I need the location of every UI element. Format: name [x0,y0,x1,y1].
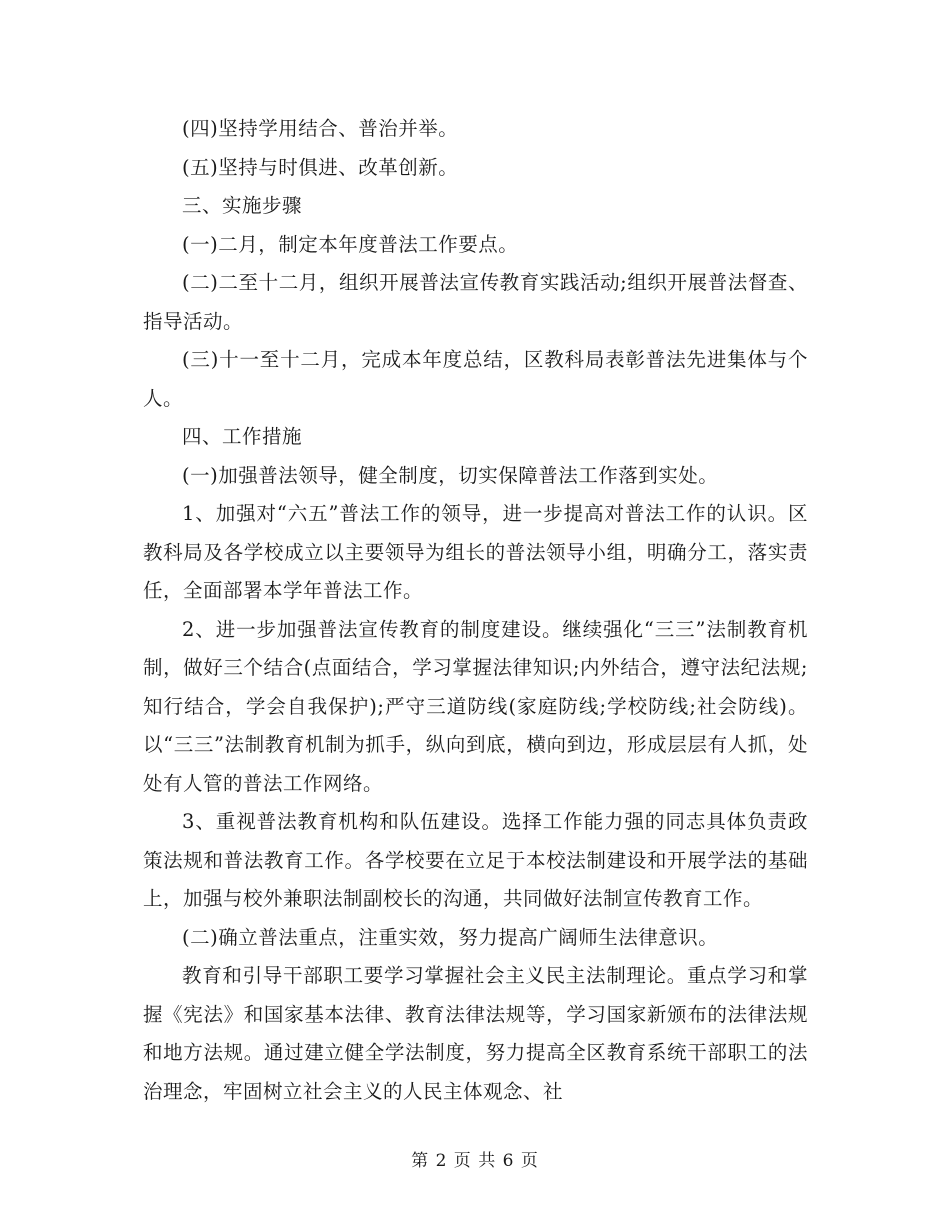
paragraph: (一)加强普法领导，健全制度，切实保障普法工作落到实处。 [182,463,719,487]
paragraph: (四)坚持学用结合、普治并举。 [182,117,459,140]
paragraph: (一)二月，制定本年度普法工作要点。 [182,232,519,256]
paragraph: (二)二至十二月，组织开展普法宣传教育实践活动;组织开展普法督查、指导活动。 [143,271,808,333]
paragraph: 1、加强对“六五”普法工作的领导，进一步提高对普法工作的认识。区教科局及各学校成立以主要领导为组长的普法领导小组，明确分工，落实责任，全面部署本学年普法工作。 [143,502,808,602]
page-number-footer: 第 2 页 共 6 页 [411,1151,539,1171]
paragraph: 3、重视普法教育机构和队伍建设。选择工作能力强的同志具体负责政策法规和普法教育工作。各学校要在立足于本校法制建设和开展学法的基础上，加强与校外兼职法制副校长的沟通，共同做好法制宣传教育工作。 [143,810,808,910]
paragraph: (三)十一至十二月，完成本年度总结，区教科局表彰普法先进集体与个人。 [143,348,808,410]
section-heading: 四、工作措施 [182,425,303,448]
paragraph: 2、进一步加强普法宣传教育的制度建设。继续强化“三三”法制教育机制，做好三个结合(点面结合，学习掌握法律知识;内外结合，遵守法纪法规;知行结合，学会自我保护);严守三道防线(家庭防线;学校防线;社会防线)。以“三三”法制教育机制为抓手，纵向到底，横向到边，形成层层有人抓，处处有人管的普法工作网络。 [143,617,808,795]
paragraph: 教育和引导干部职工要学习掌握社会主义民主法制理论。重点学习和掌握《宪法》和国家基本法律、教育法律法规等，学习国家新颁布的法律法规和地方法规。通过建立健全学法制度，努力提高全区教育系统干部职工的法治理念，牢固树立社会主义的人民主体观念、社 [143,964,808,1103]
section-heading: 三、实施步骤 [182,194,303,217]
paragraph: (五)坚持与时俱进、改革创新。 [182,155,459,179]
document-body [143,110,808,1111]
paragraph: (二)确立普法重点，注重实效，努力提高广阔师生法律意识。 [182,925,719,949]
